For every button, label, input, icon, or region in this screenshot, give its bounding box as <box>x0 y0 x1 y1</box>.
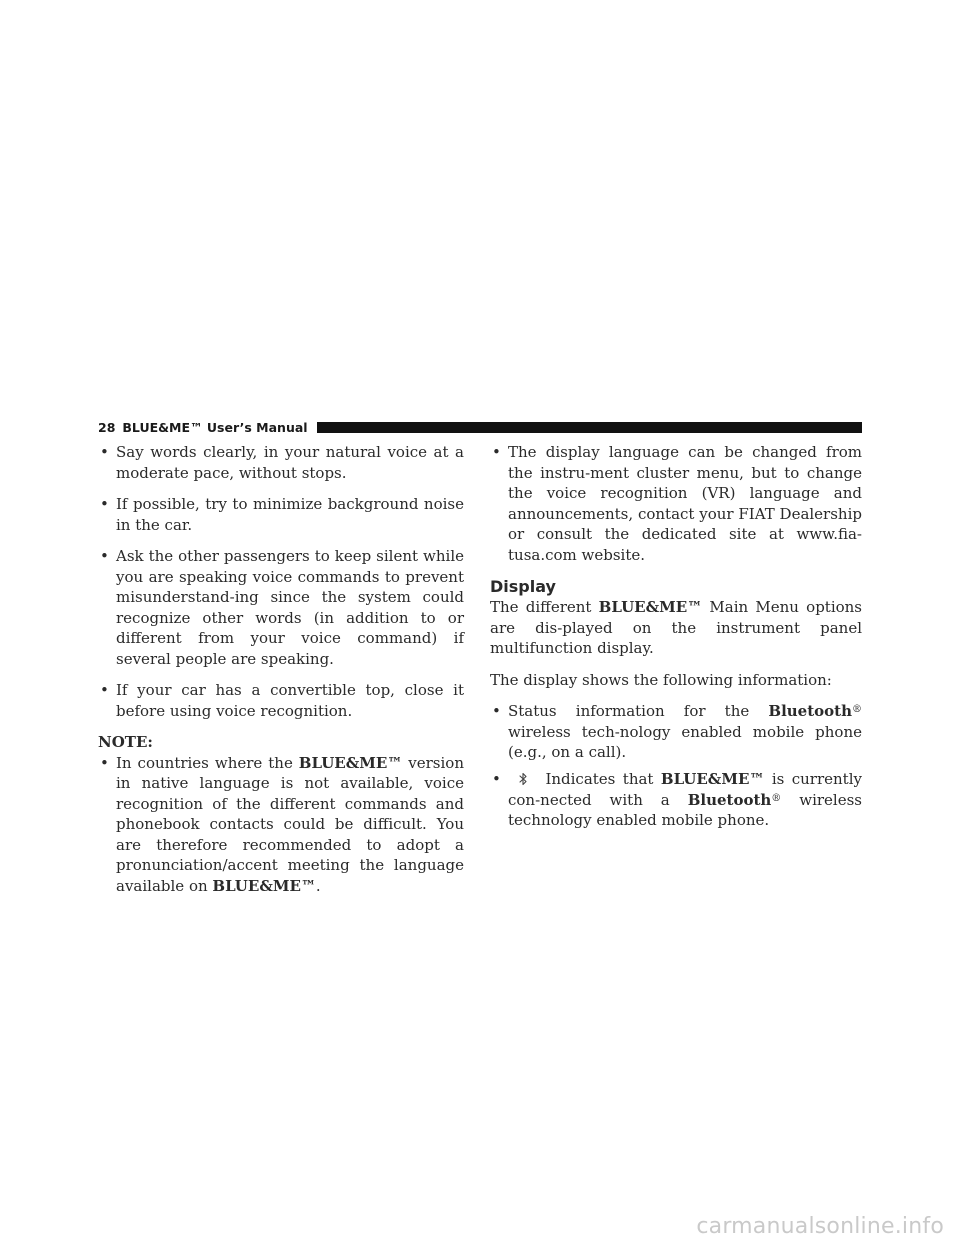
bullet-text-mid: is currently con-nected with a <box>508 769 862 809</box>
list-item <box>98 546 464 669</box>
brand-name: BLUE&ME™ <box>212 876 316 895</box>
bullet-symbol: • <box>492 769 501 788</box>
list-item <box>98 680 464 721</box>
registered-mark: ® <box>771 792 782 804</box>
watermark: carmanualsonline.info <box>696 1214 944 1239</box>
registered-mark: ® <box>852 704 862 715</box>
paragraph-pre: The different <box>490 598 599 616</box>
note-text-post: . <box>315 876 321 895</box>
section-heading: Display <box>490 577 556 596</box>
bullet-symbol: • <box>100 495 109 513</box>
note-text-mid: version in native language is not available, voice recognition of the different commands and phonebook contacts could be difficult. You are therefore recommended to adopt a pronunciation/accent meeting the language available on <box>116 753 464 895</box>
paragraph: The display shows the following information: <box>490 670 832 689</box>
bullet-text-post: wireless technology enabled mobile phone. <box>508 790 862 830</box>
brand-name: BLUE&ME™ <box>298 753 403 772</box>
bullet-symbol: • <box>100 443 109 461</box>
list-item <box>98 494 464 535</box>
bullet-text: If possible, try to minimize background noise in the car. <box>116 495 464 534</box>
paragraph-post: Main Menu options are dis-played on the instrument panel multifunction display. <box>490 598 863 657</box>
left-column <box>98 442 464 907</box>
brand-name: BLUE&ME™ <box>598 598 703 616</box>
bullet-text-pre: Indicates that <box>545 769 661 788</box>
list-item <box>490 701 862 763</box>
note-label: NOTE: <box>98 733 153 751</box>
paragraph <box>490 597 862 659</box>
header-rule <box>317 422 862 433</box>
bullet-text: Say words clearly, in your natural voice at a moderate pace, without stops. <box>116 443 464 482</box>
note-text-pre: In countries where the <box>116 753 299 772</box>
page-number: 28 <box>98 419 116 435</box>
bluetooth-term: Bluetooth <box>687 790 772 809</box>
list-item <box>490 769 862 831</box>
manual-title: BLUE&ME™ User’s Manual <box>122 419 308 435</box>
bullet-symbol: • <box>492 702 501 720</box>
list-item <box>490 442 862 565</box>
bullet-text: If your car has a convertible top, close it before using voice recognition. <box>116 681 464 720</box>
bullet-symbol: • <box>100 681 109 699</box>
bullet-text-post: wireless tech-nology enabled mobile phone (e.g., on a call). <box>508 722 862 761</box>
bluetooth-icon <box>508 769 538 790</box>
bullet-text: The display language can be changed from the instru-ment cluster menu, but to change the voice recognition (VR) language and announcements, contact your FIAT Dealership or consult the dedicated site at www.fia-tusa.com website. <box>508 443 862 564</box>
right-column <box>490 442 862 842</box>
note-bullet <box>98 753 464 897</box>
bullet-symbol: • <box>492 443 501 461</box>
list-item <box>98 442 464 483</box>
brand-name: BLUE&ME™ <box>660 769 765 788</box>
bullet-symbol: • <box>100 547 109 565</box>
bluetooth-term: Bluetooth <box>768 702 852 720</box>
bullet-symbol: • <box>100 753 109 772</box>
page-header <box>98 419 862 435</box>
bullet-text-pre: Status information for the <box>508 702 769 720</box>
bullet-text: Ask the other passengers to keep silent while you are speaking voice commands to prevent misunderstand-ing since the system could recognize other words (in addition to or different from your voice command) if several people are speaking. <box>116 547 464 668</box>
